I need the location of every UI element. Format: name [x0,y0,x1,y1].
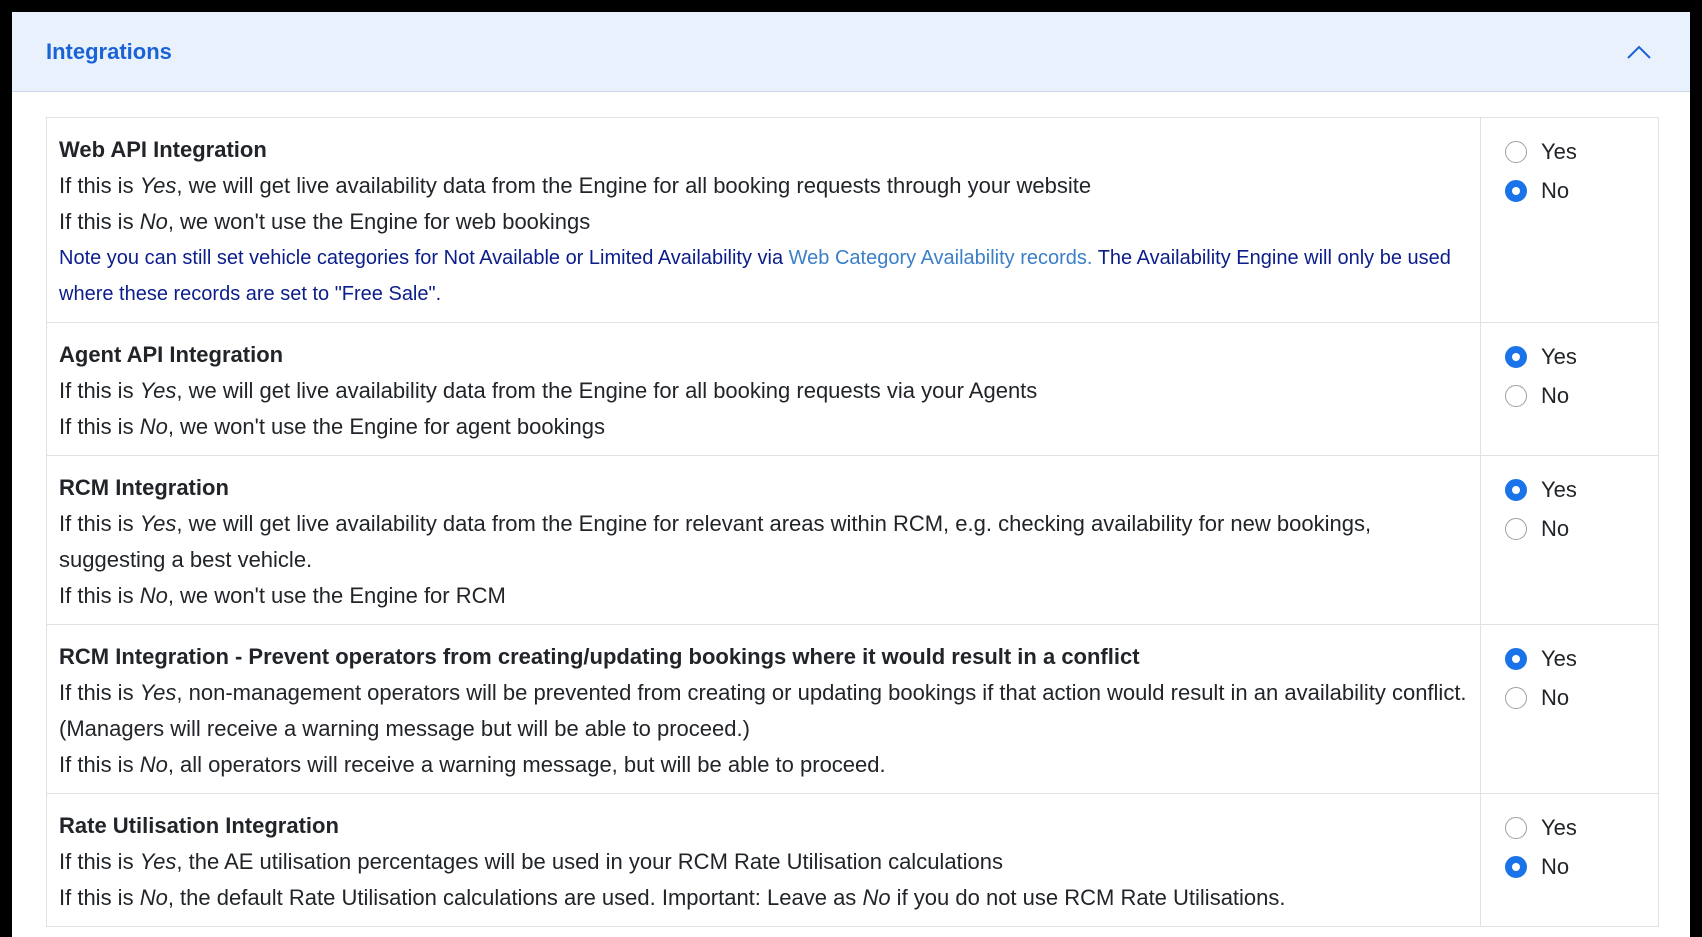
yes-explanation: If this is Yes, we will get live availability data from the Engine for relevant areas within RCM, e.g. checking availability for new bookings, suggesting a best vehicle. [59,511,1372,572]
radio-no[interactable] [1505,180,1527,202]
radio-group [1481,625,1658,793]
setting-title: Web API Integration [59,137,267,162]
radio-option-no[interactable]: No [1505,376,1658,415]
radio-yes[interactable] [1505,141,1527,163]
setting-row-web-api [46,117,1659,323]
setting-description [47,794,1481,926]
web-category-availability-link[interactable]: Web Category Availability records. [788,247,1093,269]
radio-option-yes[interactable]: Yes [1505,808,1658,847]
setting-row-rcm-prevent-conflict [46,625,1659,794]
setting-description [47,118,1481,322]
radio-option-yes[interactable]: Yes [1505,470,1658,509]
radio-group [1481,118,1658,322]
setting-title: Rate Utilisation Integration [59,813,339,838]
setting-title: Agent API Integration [59,342,284,367]
setting-title: RCM Integration [59,475,229,500]
radio-no[interactable] [1505,518,1527,540]
radio-no[interactable] [1505,687,1527,709]
radio-option-no[interactable]: No [1505,847,1658,886]
radio-group [1481,794,1658,926]
no-explanation: If this is No, we won't use the Engine for RCM [59,583,506,608]
panel-title: Integrations [46,38,172,64]
yes-explanation: If this is Yes, we will get live availability data from the Engine for all booking requests through your website [59,173,1092,198]
setting-description [47,323,1481,455]
no-explanation: If this is No, the default Rate Utilisation calculations are used. Important: Leave as No if you do not use RCM Rate Utilisations. [59,885,1286,910]
radio-yes[interactable] [1505,479,1527,501]
radio-no[interactable] [1505,856,1527,878]
setting-row-rcm [46,456,1659,625]
setting-description [47,625,1481,793]
no-explanation: If this is No, we won't use the Engine for web bookings [59,209,591,234]
integrations-panel [12,12,1690,937]
radio-yes[interactable] [1505,346,1527,368]
setting-description [47,456,1481,624]
radio-yes[interactable] [1505,648,1527,670]
panel-header[interactable] [12,12,1690,92]
chevron-up-icon[interactable] [1622,35,1656,69]
setting-row-rate-utilisation [46,794,1659,927]
radio-option-no[interactable]: No [1505,509,1658,548]
radio-option-yes[interactable]: Yes [1505,639,1658,678]
radio-no[interactable] [1505,385,1527,407]
note-text: Note you can still set vehicle categories for Not Available or Limited Availability via Web Category Availability records. The Availability Engine will only be used where these records are set to "Free Sale". [59,247,1451,305]
integrations-table [46,117,1659,927]
no-explanation: If this is No, we won't use the Engine for agent bookings [59,414,605,439]
radio-group [1481,323,1658,455]
radio-option-yes[interactable]: Yes [1505,132,1658,171]
setting-title: RCM Integration - Prevent operators from creating/updating bookings where it would result in a conflict [59,644,1140,669]
no-explanation: If this is No, all operators will receive a warning message, but will be able to proceed. [59,752,886,777]
radio-yes[interactable] [1505,817,1527,839]
yes-explanation: If this is Yes, non-management operators will be prevented from creating or updating bookings if that action would result in an availability conflict. (Managers will receive a warning message but will be able to proceed.) [59,680,1467,741]
yes-explanation: If this is Yes, the AE utilisation percentages will be used in your RCM Rate Utilisation calculations [59,849,1004,874]
radio-group [1481,456,1658,624]
radio-option-no[interactable]: No [1505,678,1658,717]
radio-option-yes[interactable]: Yes [1505,337,1658,376]
yes-explanation: If this is Yes, we will get live availability data from the Engine for all booking requests via your Agents [59,378,1038,403]
setting-row-agent-api [46,323,1659,456]
radio-option-no[interactable]: No [1505,171,1658,210]
